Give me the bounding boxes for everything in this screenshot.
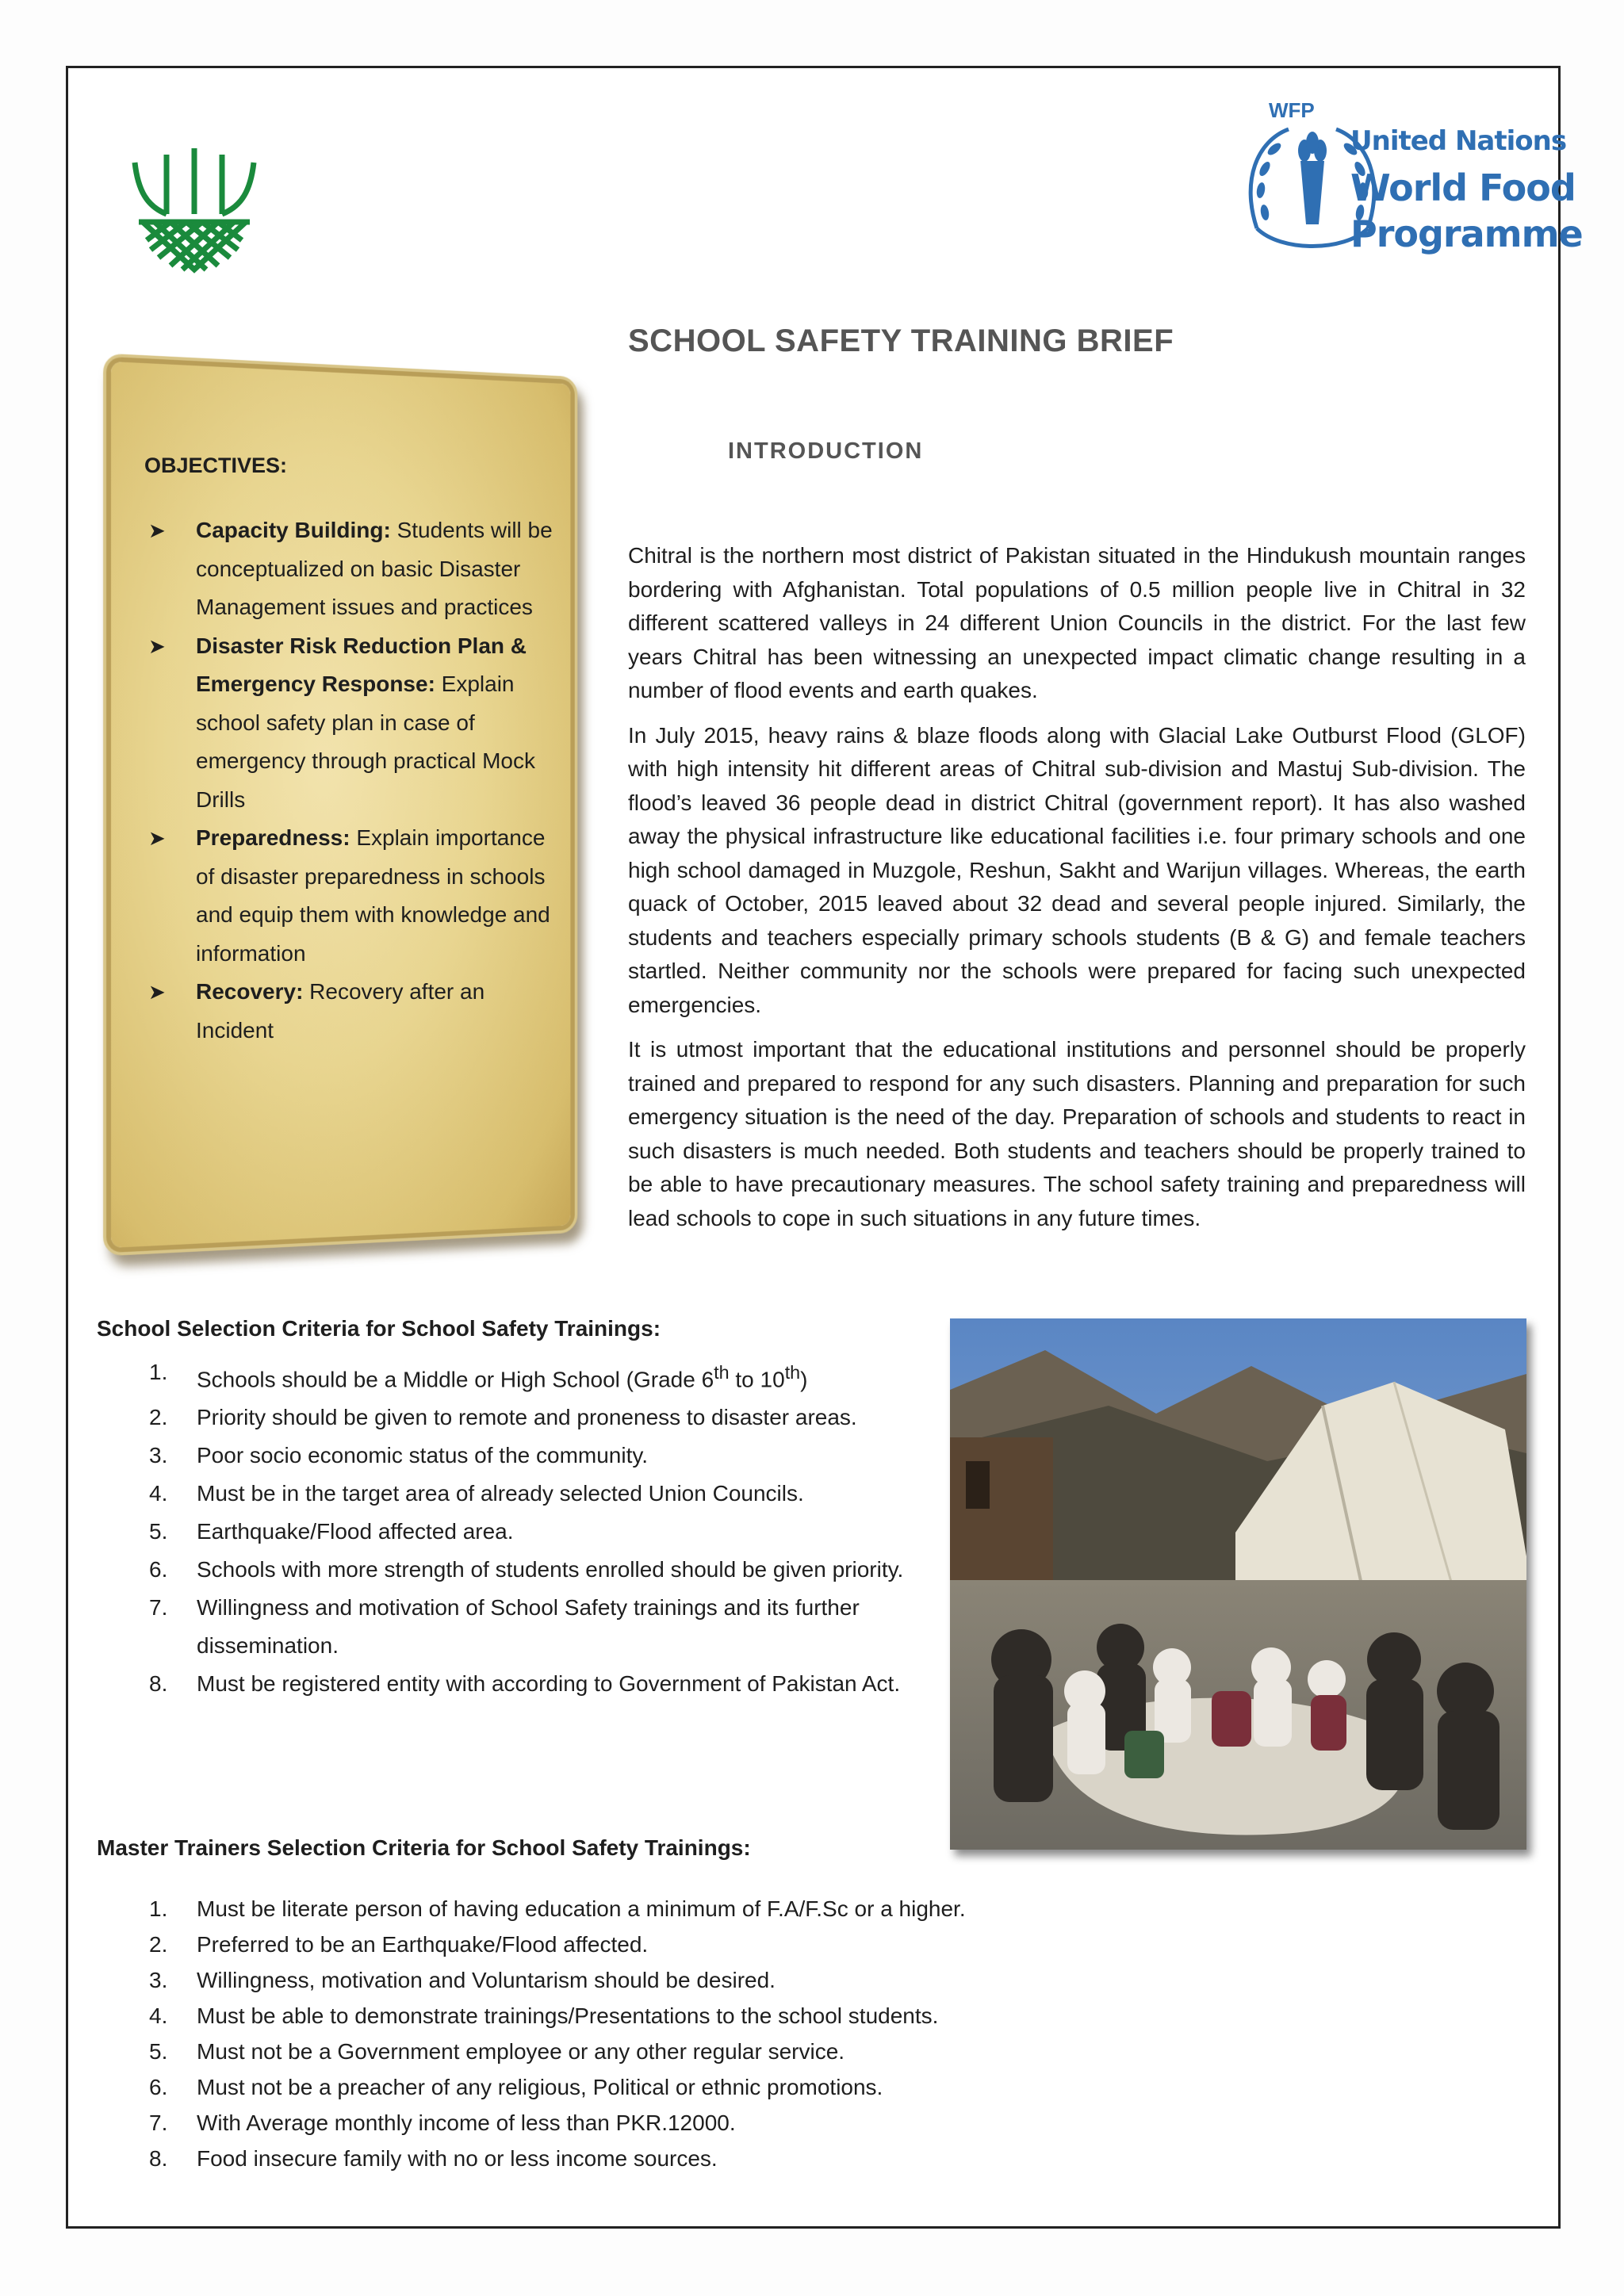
list-text: Willingness and motivation of School Safety trainings and its further dissemination. [197,1595,860,1659]
list-text: With Average monthly income of less than PKR.12000. [197,2110,736,2135]
list-item [143,2141,1332,2176]
wfp-name-line3: Programme [1350,212,1583,255]
list-number: 7. [149,1595,168,1621]
list-item [143,1551,936,1589]
objectives-heading: OBJECTIVES: [144,453,288,477]
list-number: 4. [149,2003,168,2028]
list-number: 5. [149,2039,168,2064]
list-number: 8. [149,2146,168,2171]
objective-title: Preparedness: [196,825,350,850]
list-number: 3. [149,1443,168,1468]
list-text: Must be in the target area of already selected Union Councils. [197,1481,804,1506]
list-text: to 10 [729,1367,785,1392]
list-text: ) [800,1367,808,1392]
list-text: Food insecure family with no or less income sources. [197,2146,718,2171]
trainer-criteria-heading: Master Trainers Selection Criteria for School Safety Trainings: [97,1835,751,1860]
arrow-bullet-icon: ➤ [148,519,166,542]
objective-title: Capacity Building: [196,518,391,542]
list-number: 2. [149,1932,168,1957]
objective-text: Explain school safety plan in case of emergency through practical Mock Drills [196,672,535,812]
list-text: Preferred to be an Earthquake/Flood affected. [197,1932,649,1957]
list-number: 1. [149,1896,168,1921]
list-number: 5. [149,1519,168,1544]
introduction-paragraph: In July 2015, heavy rains & blaze floods along with Glacial Lake Outburst Flood (GLOF) with high intensity hit different areas of Chitral sub-division and Mastuj Sub-division. The flood’s leaved 36 people dead in district Chitral (government report). It has also washed away the physical infrastructure like educational facilities i.e. four primary schools and one high school damaged in Muzgole, Reshun, Sakht and Warijun villages. Whereas, the earth quack of October, 2015 leaved about 32 dead and several people injured. Similarly, the students and teachers especially primary schools students (B & G) and female teachers startled. Neither community nor the schools were prepared for facing such unexpected emergencies. [628,722,1526,1017]
list-item [143,1437,936,1475]
list-text: Earthquake/Flood affected area. [197,1519,514,1544]
list-number: 3. [149,1968,168,1992]
list-number: 4. [149,1481,168,1506]
list-number: 2. [149,1405,168,1430]
list-number: 6. [149,2075,168,2099]
objective-text: Students will be conceptualized on basic Disaster Management issues and practices [196,518,553,619]
list-text: Willingness, motivation and Voluntarism should be desired. [197,1968,776,1992]
list-text: Must not be a preacher of any religious, Political or ethnic promotions. [197,2075,883,2099]
list-item [143,1998,1332,2034]
list-text: Poor socio economic status of the community. [197,1443,649,1468]
list-item [143,1399,936,1437]
objectives-panel [144,453,557,1050]
arrow-bullet-icon: ➤ [148,633,166,658]
introduction-paragraph: It is utmost important that the educational institutions and personnel should be properly trained and prepared to respond for any such disasters. Planning and preparation for such emergency situation is the need of the day. Preparation of schools and students to react in such disasters is much needed. Both students and teachers should be properly trained to be able to have precautionary measures. The school safety training and preparedness will lead schools to cope in such situations in any future times. [628,1037,1526,1230]
introduction-paragraph: Chitral is the northern most district of Pakistan situated in the Hindukush mountain ranges bordering with Afghanistan. Total populations of 0.5 million people live in Chitral in 32 different scattered valleys in 24 different Union Councils in the district. For the last few years Chitral has been witnessing an unexpected impact climatic change resulting in a number of flood events and earth quakes. [628,543,1526,702]
list-text: Must not be a Government employee or any other regular service. [197,2039,845,2064]
list-item [143,2069,1332,2105]
objective-text: Recovery after an Incident [196,979,485,1043]
objective-item [144,627,557,820]
superscript: th [784,1362,801,1383]
list-number: 8. [149,1671,168,1697]
list-item [143,2105,1332,2141]
list-item [143,1665,936,1703]
objective-item [144,973,557,1050]
objective-title: Disaster Risk Reduction Plan & Emergency Response: [196,633,527,696]
list-item [143,1962,1332,1998]
superscript: th [714,1362,730,1383]
organization-logo [119,147,270,274]
arrow-bullet-icon: ➤ [148,980,166,1004]
school-criteria-heading: School Selection Criteria for School Safety Trainings: [97,1316,661,1341]
list-text: Schools with more strength of students enrolled should be given priority. [197,1557,904,1582]
list-number: 1. [149,1360,168,1384]
objective-item [144,511,557,627]
list-number: 6. [149,1557,168,1582]
list-item [143,2034,1332,2069]
school-criteria-list [143,1353,936,1703]
wfp-name-line2: World Food [1350,166,1576,209]
list-text: Must be registered entity with according to Government of Pakistan Act. [197,1671,901,1697]
list-item [143,1353,936,1399]
trainer-criteria-list [143,1891,1332,2176]
list-number: 7. [149,2110,168,2135]
introduction-heading: INTRODUCTION [728,438,924,464]
list-item [143,1475,936,1513]
students-tent-photo [950,1318,1526,1850]
wfp-abbreviation: WFP [1269,98,1315,122]
list-item [143,1513,936,1551]
list-item [143,1589,936,1665]
objective-item [144,819,557,973]
introduction-body [628,539,1526,1246]
arrow-bullet-icon: ➤ [148,826,166,850]
list-text: Priority should be given to remote and proneness to disaster areas. [197,1405,857,1430]
list-text: Must be able to demonstrate trainings/Presentations to the school students. [197,2003,939,2028]
list-text: Schools should be a Middle or High School (Grade 6 [197,1367,714,1392]
objective-title: Recovery: [196,979,304,1004]
document-title: SCHOOL SAFETY TRAINING BRIEF [628,323,1174,358]
list-text: Must be literate person of having education a minimum of F.A/F.Sc or a higher. [197,1896,966,1921]
wfp-name-line1: United Nations [1350,125,1567,157]
objective-text: Explain importance of disaster preparedness in schools and equip them with knowledge and information [196,825,550,966]
list-item [143,1927,1332,1962]
list-item [143,1891,1332,1927]
